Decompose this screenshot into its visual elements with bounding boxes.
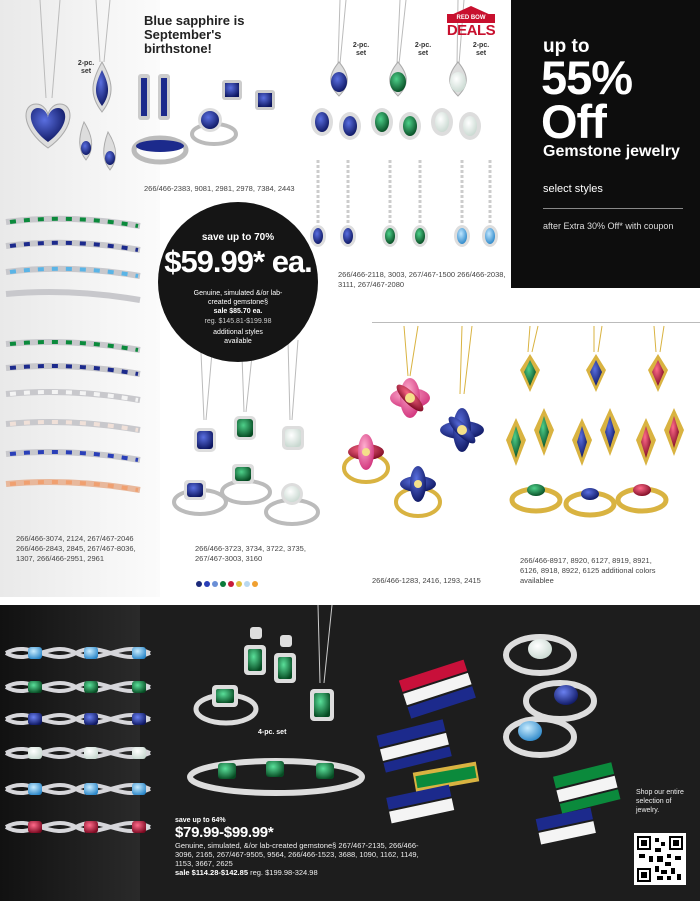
circle-sale: sale $85.70 ea. [213, 308, 263, 315]
circle-price: $59.99* ea. [164, 244, 312, 279]
emerald-set [190, 605, 362, 793]
bottom-spread [0, 605, 700, 901]
pear-stud-pairs [311, 108, 481, 140]
spread-gap [0, 597, 700, 605]
badge-line1: RED BOW [447, 14, 495, 23]
bottom-deal-block [175, 817, 435, 877]
promo-styles: select styles [543, 183, 603, 195]
swatch-6 [236, 581, 242, 587]
section-divider [372, 322, 700, 323]
sku-bracelets: 266/466-3074, 2124, 267/467-2046 266/466-2843, 2845, 267/467-8036, 1307, 266/466-2951, 2961 [16, 534, 136, 563]
sku-sapphire-set: 266/466-2383, 9081, 2981, 2978, 7384, 2443 [144, 184, 295, 193]
set-label-mid-c: 2-pc. set [472, 42, 490, 57]
color-swatches [196, 574, 316, 582]
deco-gold-pieces [506, 326, 684, 515]
qr-code-icon[interactable] [634, 833, 686, 885]
red-bow-deals-badge [443, 6, 499, 40]
sku-drop-earrings: 266/466-2118, 3003, 267/467-1500 266/466-2038, 3111, 267/467-2080 [338, 270, 506, 289]
swatch-5 [228, 581, 234, 587]
promo-rule [543, 208, 683, 209]
gold-cluster-jewelry [344, 326, 484, 516]
swatch-1 [196, 581, 202, 587]
badge-line2: DEALS [446, 22, 496, 39]
circle-desc: Genuine, simulated &/or lab-created gemstone§ [193, 290, 283, 306]
promo-box [511, 0, 700, 288]
deal-sale-reg [175, 868, 435, 877]
swatch-8 [252, 581, 258, 587]
sku-deco: 266/466-8917, 8920, 6127, 8919, 8921, 6126, 8918, 8922, 6125 additional colors availablee [520, 556, 656, 585]
promo-percent: 55% Off [541, 51, 633, 148]
four-pc-label: 4-pc. set [258, 729, 287, 736]
sku-cluster: 266/466-1283, 2416, 1293, 2415 [372, 576, 481, 585]
crossover-rings [377, 660, 480, 824]
qr-code-pattern [637, 836, 683, 882]
deal-reg: reg. $199.98-324.98 [250, 868, 318, 877]
shop-cta-text: Shop our entire selection of jewelry. [636, 789, 684, 814]
statement-rings [506, 637, 620, 845]
deal-price: $79.99-$99.99* [175, 824, 274, 841]
circle-save: save up to 70% [201, 232, 275, 243]
deal-desc: Genuine, simulated, &/or lab-created gemstone§ 267/467-2135, 266/466-3096, 2165, 267/467-9505, 9564, 266/466-1523, 3688, 1090, 1162, 1149, 1153, 3667, 2625 [175, 841, 419, 868]
swatch-4 [220, 581, 226, 587]
tennis-bracelets [6, 219, 140, 490]
circle-more: additional styles available [213, 329, 263, 345]
price-circle [158, 202, 318, 362]
infinity-bracelets [6, 649, 150, 831]
birthstone-headline: Blue sapphire is September's birthstone! [144, 13, 245, 56]
promo-coupon: after Extra 30% Off* with coupon [543, 221, 674, 231]
set-label-left: 2-pc. set [77, 60, 95, 75]
sku-cushion-set: 266/466-3723, 3734, 3722, 3735, 267/467-3003, 3160 [195, 544, 306, 563]
set-label-mid-a: 2-pc. set [352, 42, 370, 57]
promo-category: Gemstone jewelry [543, 143, 680, 160]
heart-pendant [26, 0, 70, 148]
set-label-mid-b: 2-pc. set [414, 42, 432, 57]
deal-sale: sale $114.28-$142.85 [175, 868, 248, 877]
linear-drop-earrings [310, 160, 498, 247]
swatch-7 [244, 581, 250, 587]
promo-up-to: up to [543, 36, 590, 57]
bracelet-gems [28, 647, 146, 833]
deal-save: save up to 64% [175, 817, 226, 824]
swatch-3 [212, 581, 218, 587]
circle-reg: reg. $145.81-$199.98 [204, 318, 272, 325]
swatch-2 [204, 581, 210, 587]
